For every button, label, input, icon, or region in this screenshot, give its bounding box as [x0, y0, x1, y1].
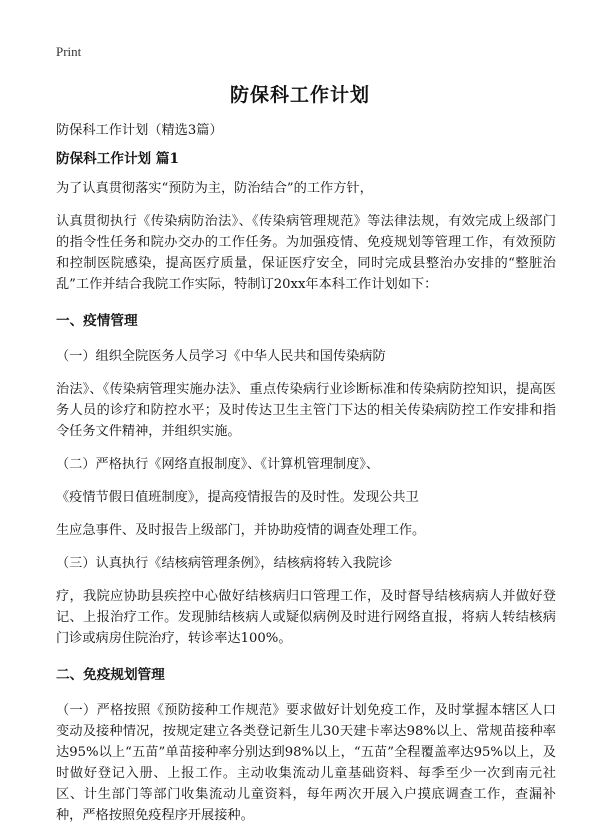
document-body [56, 120, 556, 826]
heading-epidemic: 一、疫情管理 [56, 313, 138, 329]
paragraph-intro: 为了认真贯彻落实“预防为主，防治结合”的工作方针， [56, 181, 373, 196]
section-heading: 防保科工作计划 篇1 [56, 151, 179, 167]
document-title: 防保科工作计划 [229, 84, 370, 106]
paragraph-1: 认真贯彻执行《传染病防治法》、《传染病管理规范》等法律法规，有效完成上级部门的指令性任务和院办交办的工作任务。为加强疫情、免疫规划等管理工作，有效预防和控制医院感染，提高医疗质量，保证医疗安全，同时完成县整治办安排的“整脏治乱”工作并结合我院工作实际，特制订20xx年本科工作计划如下： [56, 214, 556, 292]
paragraph-immunization-1: （一）严格按照《预防接种工作规范》要求做好计划免疫工作，及时掌握本辖区人口变动及接种情况，按规定建立各类登记新生儿30天建卡率达98%以上、常规苗接种率达95%以上“五苗”单苗接种率分别达到98%以上，“五苗”全程覆盖率达95%以上，及时做好登记入册、上报工作。主动收集流动儿童基础资料、每季至少一次到南元社区、计生部门等部门收集流动儿童资料，每年两次开展入户摸底调查工作，查漏补种，严格按照免疫程序开展接种。 [56, 703, 556, 823]
paragraph-epidemic-2b: 《疫情节假日值班制度》，提高疫情报告的及时性。发现公共卫 [56, 490, 419, 505]
paragraph-epidemic-2c: 生应急事件、及时报告上级部门，并协助疫情的调查处理工作。 [56, 523, 426, 538]
paragraph-epidemic-1a: （一）组织全院医务人员学习《中华人民共和国传染病防 [56, 349, 386, 364]
heading-immunization: 二、免疫规划管理 [56, 667, 165, 683]
document-subtitle: 防保科工作计划（精选3篇） [56, 123, 223, 138]
paragraph-epidemic-3a: （三）认真执行《结核病管理条例》，结核病将转入我院诊 [56, 556, 393, 571]
paragraph-epidemic-3b: 疗，我院应协助县疾控中心做好结核病归口管理工作，及时督导结核病病人并做好登记、上报治疗工作。发现肺结核病人或疑似病例及时进行网络直报，将病人转结核病门诊或病房住院治疗，转诊率达100%。 [56, 589, 556, 646]
print-link[interactable]: Print [56, 44, 82, 59]
paragraph-epidemic-2a: （二）严格执行《网络直报制度》、《计算机管理制度》、 [56, 457, 380, 472]
paragraph-epidemic-1b: 治法》、《传染病管理实施办法》、重点传染病行业诊断标准和传染病防控知识，提高医务人员的诊疗和防控水平；及时传达卫生主管门下达的相关传染病防控工作安排和指令任务文件精神，并组织实施。 [56, 382, 556, 439]
